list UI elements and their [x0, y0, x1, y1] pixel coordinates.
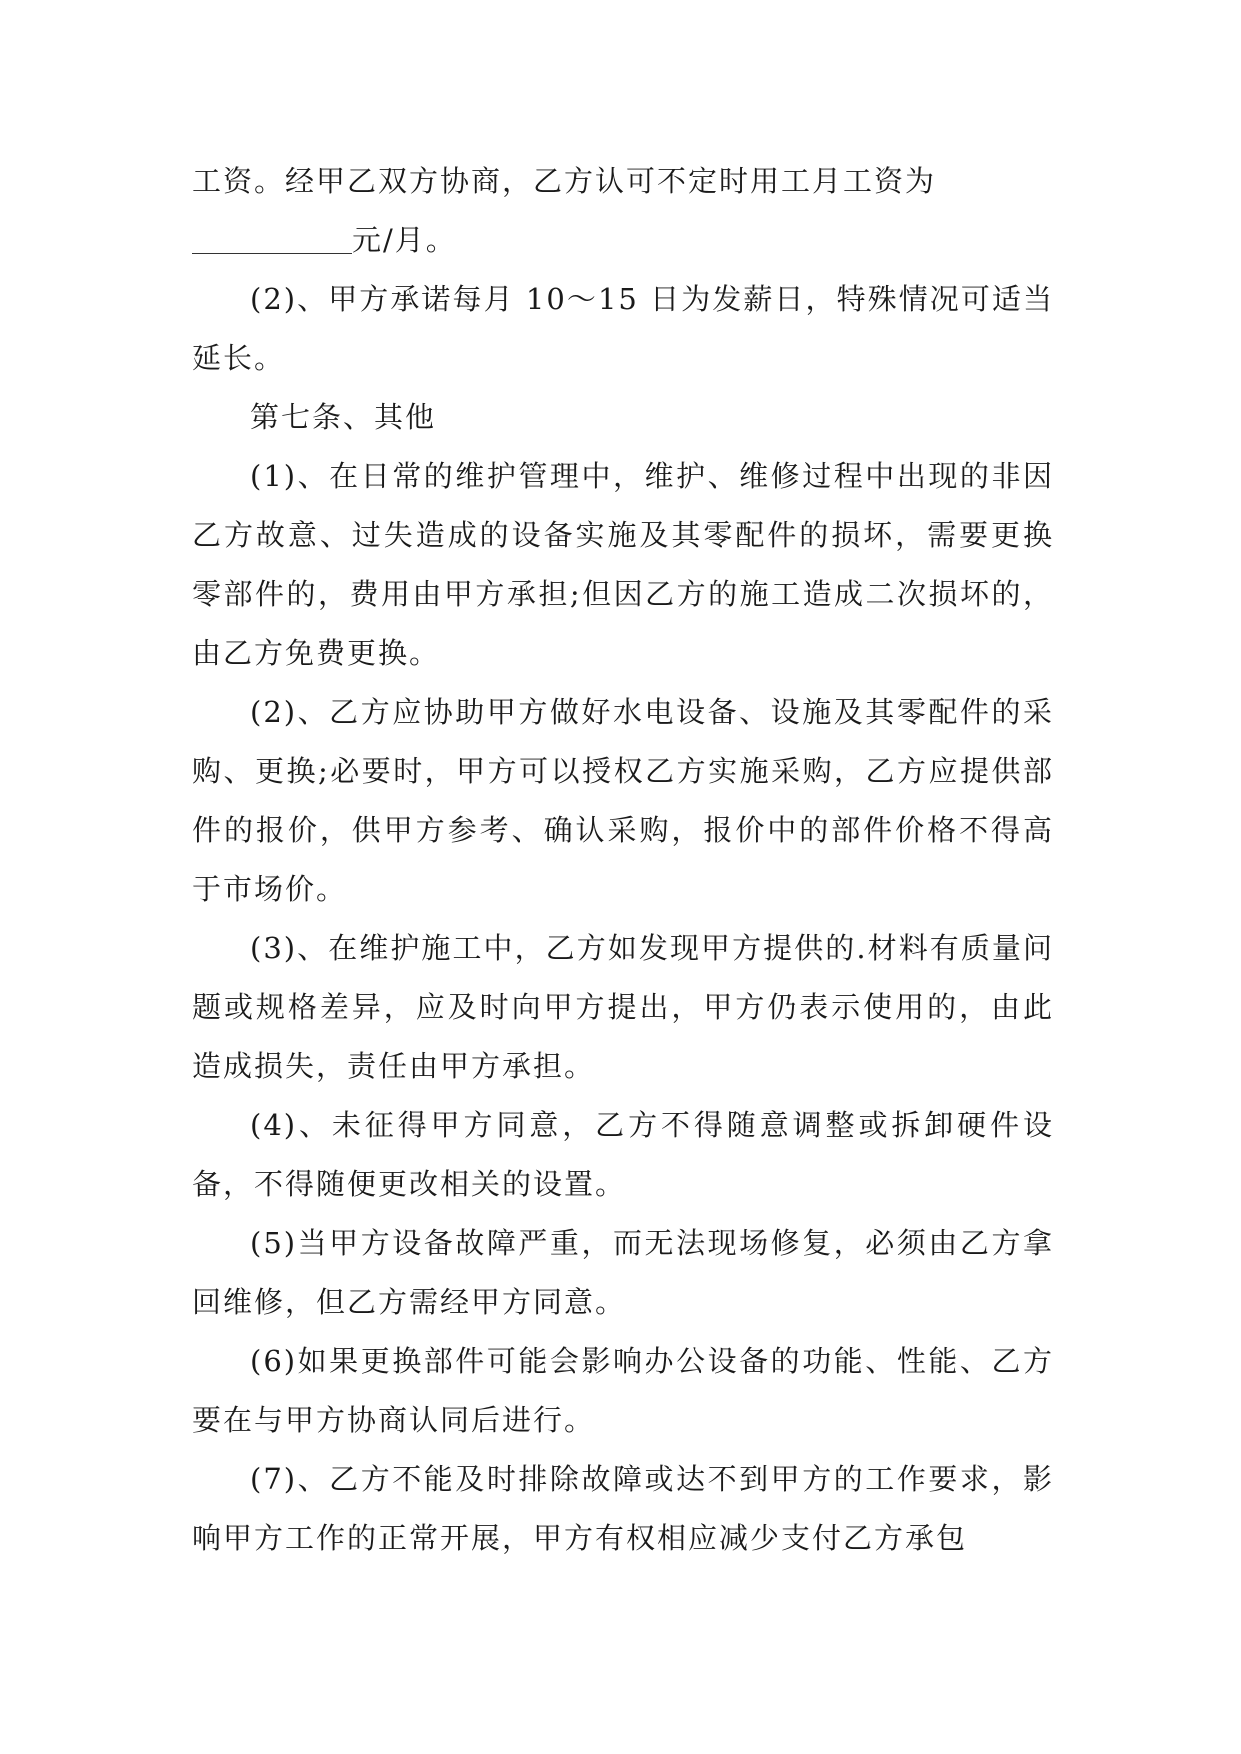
paragraph-item-1: (1)、在日常的维护管理中，维护、维修过程中出现的非因乙方故意、过失造成的设备实施及其零配件的损坏，需要更换零部件的，费用由甲方承担;但因乙方的施工造成二次损坏的，由乙方免费更换。: [192, 459, 1054, 670]
paragraph-item-3: (3)、在维护施工中，乙方如发现甲方提供的.材料有质量问题或规格差异，应及时向甲方提出，甲方仍表示使用的，由此造成损失，责任由甲方承担。: [192, 931, 1054, 1083]
paragraph-item-2: (2)、乙方应协助甲方做好水电设备、设施及其零配件的采购、更换;必要时，甲方可以授权乙方实施采购，乙方应提供部件的报价，供甲方参考、确认采购，报价中的部件价格不得高于市场价。: [192, 695, 1054, 906]
wage-amount-blank: [192, 224, 352, 254]
paragraph-payday: (2)、甲方承诺每月 10～15 日为发薪日，特殊情况可适当延长。: [192, 282, 1054, 375]
paragraph-item-5: (5)当甲方设备故障严重，而无法现场修复，必须由乙方拿回维修，但乙方需经甲方同意。: [192, 1226, 1054, 1319]
paragraph-item-7: (7)、乙方不能及时排除故障或达不到甲方的工作要求，影响甲方工作的正常开展，甲方有权相应减少支付乙方承包: [192, 1462, 1054, 1555]
article-seven-heading: 第七条、其他: [250, 400, 437, 434]
paragraph-wage: [192, 152, 1054, 270]
document-body: [192, 152, 1054, 1568]
paragraph-wage-unit: 元/月。: [352, 223, 457, 257]
paragraph-item-6: (6)如果更换部件可能会影响办公设备的功能、性能、乙方要在与甲方协商认同后进行。: [192, 1344, 1054, 1437]
paragraph-item-4: (4)、未征得甲方同意，乙方不得随意调整或拆卸硬件设备，不得随便更改相关的设置。: [192, 1108, 1054, 1201]
paragraph-wage-text: 工资。经甲乙双方协商，乙方认可不定时用工月工资为: [192, 164, 937, 198]
